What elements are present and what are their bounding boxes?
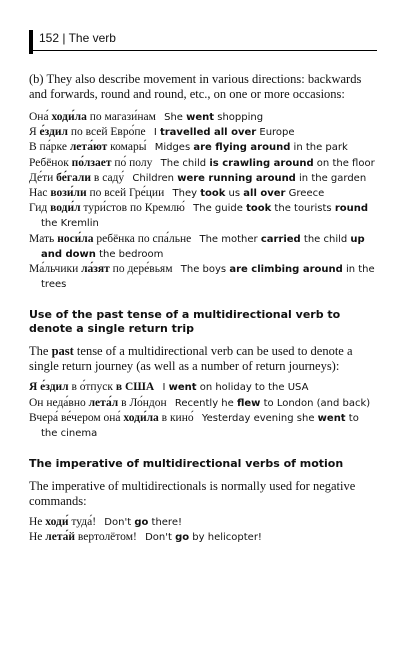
text-run: the tourists xyxy=(271,203,335,215)
example-line xyxy=(29,125,377,140)
text-run: Children xyxy=(132,172,178,184)
text-run: ходи́ла xyxy=(123,411,159,424)
english-translation xyxy=(155,142,348,153)
english-translation xyxy=(161,158,375,169)
past-tense-paragraph xyxy=(29,344,377,374)
text-run: туда́! xyxy=(68,516,97,529)
text-run: went xyxy=(168,382,197,394)
text-run: were running around xyxy=(177,172,296,184)
example-line xyxy=(29,262,377,292)
text-run: round xyxy=(334,203,369,215)
example-line xyxy=(29,396,377,411)
text-run: Recently he xyxy=(174,397,237,409)
section-b-examples xyxy=(29,110,377,292)
text-run: tense of a multidirectional verb can be used to denote a single return journey (as well as a number of return journeys): xyxy=(29,344,353,374)
text-run: лета́й xyxy=(45,531,76,544)
text-run: вертолётом! xyxy=(75,531,137,544)
text-run: The guide xyxy=(193,203,247,215)
text-run: They xyxy=(172,188,201,200)
imperative-examples xyxy=(29,515,377,545)
example-line xyxy=(29,110,377,125)
text-run: тури́стов по Кремлю́ xyxy=(80,202,185,215)
example-line xyxy=(29,411,377,441)
text-run: The xyxy=(29,344,52,359)
text-run: Europe xyxy=(256,127,295,139)
example-line xyxy=(29,186,377,201)
russian-phrase xyxy=(29,157,152,169)
text-run: Я е́здил xyxy=(29,381,69,394)
text-run: I xyxy=(153,127,160,139)
text-run: the child xyxy=(300,233,351,245)
text-run: past xyxy=(51,344,74,359)
text-run: комары́ xyxy=(107,141,147,154)
text-run: up and down xyxy=(41,233,365,260)
text-run: Гид xyxy=(29,202,51,215)
english-translation xyxy=(104,517,182,528)
past-tense-heading: Use of the past tense of a multidirectional verb to denote a single return trip xyxy=(29,308,341,336)
text-run: went xyxy=(186,112,215,123)
text-run: go xyxy=(134,517,149,529)
text-run: carried xyxy=(260,233,301,245)
text-run: to the cinema xyxy=(41,412,359,440)
text-run: Don't xyxy=(145,532,176,544)
text-run: в саду́ xyxy=(91,171,125,184)
english-translation xyxy=(173,188,325,199)
text-run: took xyxy=(200,188,226,200)
page-label: 152 | The verb xyxy=(39,31,116,45)
russian-phrase xyxy=(29,412,194,424)
header-bar xyxy=(29,30,33,54)
text-run: went xyxy=(317,412,346,424)
text-run: Midges xyxy=(154,142,194,154)
english-translation xyxy=(154,127,295,138)
text-run: по дере́вьям xyxy=(109,263,173,276)
text-run: there! xyxy=(148,517,182,529)
russian-phrase xyxy=(29,531,137,543)
imperative-heading: The imperative of multidirectional verbs of motion xyxy=(29,457,344,471)
text-run: по магази́нам xyxy=(86,111,156,123)
russian-phrase xyxy=(29,126,146,138)
text-run: shopping xyxy=(214,112,264,123)
text-run: ходи́ла xyxy=(51,111,87,123)
text-run: the Kremlin xyxy=(41,218,99,230)
text-run: В па́рке xyxy=(29,141,70,154)
text-run: on holiday to the USA xyxy=(196,382,309,394)
text-run: is crawling around xyxy=(209,157,314,169)
text-run: бе́гали xyxy=(56,171,92,184)
text-run: all over xyxy=(243,188,286,200)
text-run: Не xyxy=(29,516,46,529)
text-run: лета́ют xyxy=(69,141,108,154)
page-body xyxy=(29,72,377,546)
text-run: е́здил xyxy=(39,126,68,139)
text-run: Ма́льчики xyxy=(29,263,82,276)
text-run: The child xyxy=(160,157,210,169)
text-run: в кино́ xyxy=(158,411,194,424)
text-run: Она́ xyxy=(29,111,52,123)
text-run: Greece xyxy=(285,188,325,200)
text-run: The boys xyxy=(180,264,230,276)
english-translation xyxy=(162,382,308,393)
english-translation xyxy=(132,173,366,184)
russian-phrase xyxy=(29,141,146,153)
text-run: the bedroom xyxy=(95,248,164,260)
text-run: Я xyxy=(29,126,40,139)
text-run: по всей Евро́пе xyxy=(67,126,146,139)
example-line xyxy=(29,530,377,545)
text-run: are flying around xyxy=(193,142,291,154)
example-line xyxy=(29,201,377,231)
text-run: took xyxy=(246,203,272,215)
text-run: ребёнка по спа́льне xyxy=(93,232,192,245)
text-run: She xyxy=(164,112,187,123)
text-run: Не xyxy=(29,531,46,544)
russian-phrase xyxy=(29,233,191,245)
page-header xyxy=(29,28,377,51)
text-run: ходи́ xyxy=(45,516,69,529)
text-run: по́ полу xyxy=(111,156,153,169)
text-run: flew xyxy=(236,397,261,409)
text-run: Вчера́ ве́чером она́ xyxy=(29,411,124,424)
text-run: on the floor xyxy=(313,157,375,169)
text-run: Yesterday evening she xyxy=(201,412,318,424)
example-line xyxy=(29,515,377,530)
section-b-intro: (b) They also describe movement in various directions: backwards and forwards, round and round, etc., on one or more occasions: xyxy=(29,72,362,101)
text-run: води́л xyxy=(50,202,81,215)
past-tense-examples xyxy=(29,380,377,441)
english-translation xyxy=(164,112,263,123)
text-run: по́лзает xyxy=(71,156,112,169)
text-run: Don't xyxy=(104,517,135,529)
text-run: в о́тпуск xyxy=(68,381,116,394)
text-run: to London (and back) xyxy=(260,397,371,409)
imperative-paragraph: The imperative of multidirectionals is normally used for negative commands: xyxy=(29,479,356,509)
text-run: в США xyxy=(115,381,155,394)
russian-phrase xyxy=(29,172,124,184)
russian-phrase xyxy=(29,397,167,409)
text-run: in the park xyxy=(290,142,348,154)
russian-phrase xyxy=(29,381,154,393)
text-run: вози́ли xyxy=(50,187,87,200)
text-run: Он неда́вно xyxy=(29,396,89,409)
russian-phrase xyxy=(29,202,185,214)
text-run: go xyxy=(175,532,190,544)
example-line xyxy=(29,232,377,262)
text-run: в Ло́ндон xyxy=(118,396,167,409)
text-run: in the garden xyxy=(295,172,367,184)
text-run: Мать xyxy=(29,232,58,245)
text-run: by helicopter! xyxy=(189,532,262,544)
text-run: ла́зят xyxy=(81,263,110,276)
text-run: Де́ти xyxy=(29,171,57,184)
russian-phrase xyxy=(29,111,156,123)
text-run: The mother xyxy=(199,233,261,245)
text-run: Нас xyxy=(29,187,51,200)
russian-phrase xyxy=(29,263,173,275)
english-translation xyxy=(145,532,262,543)
example-line xyxy=(29,140,377,155)
example-line xyxy=(29,380,377,395)
text-run: лета́л xyxy=(88,396,119,409)
text-run: I xyxy=(162,382,169,394)
text-run: travelled all over xyxy=(159,127,257,139)
text-run: are climbing around xyxy=(229,264,343,276)
text-run: Ребёнок xyxy=(29,156,72,169)
russian-phrase xyxy=(29,187,164,199)
text-run: носи́ла xyxy=(57,232,94,245)
russian-phrase xyxy=(29,516,96,528)
example-line xyxy=(29,156,377,171)
text-run: in the trees xyxy=(41,264,375,291)
text-run: us xyxy=(225,188,244,200)
example-line xyxy=(29,171,377,186)
english-translation xyxy=(175,398,370,409)
text-run: по всей Гре́ции xyxy=(86,187,165,200)
